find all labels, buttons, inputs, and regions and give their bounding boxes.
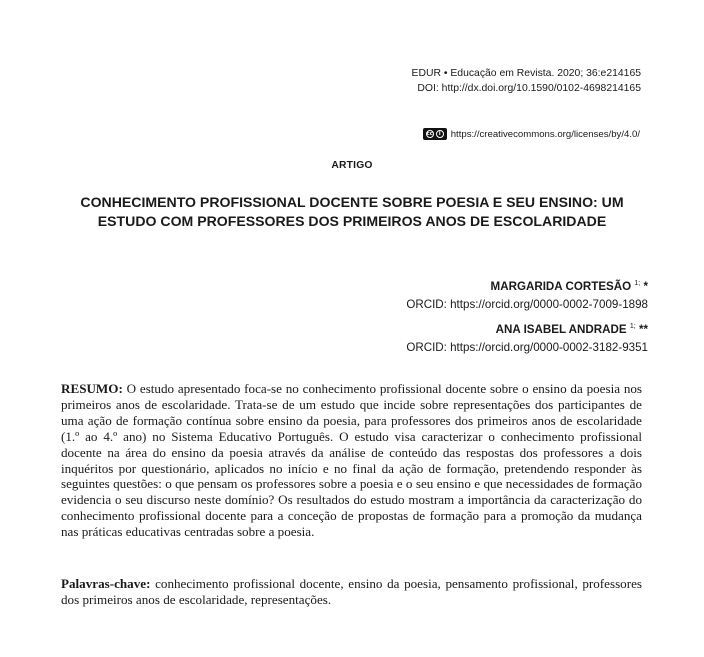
journal-citation: EDUR • Educação em Revista. 2020; 36:e214165	[411, 68, 641, 79]
author-note-marker: **	[638, 323, 648, 336]
affiliation-marker: 1;	[634, 280, 641, 287]
cc-by-icon[interactable]: cc i	[423, 128, 447, 140]
license-row	[423, 128, 640, 140]
affiliation-marker: 1;	[629, 323, 636, 330]
article-type-label: ARTIGO	[331, 160, 373, 171]
keywords-text: conhecimento profissional docente, ensino da poesia, pensamento profissional, professores dos primeiros anos de escolaridade, representações.	[61, 576, 642, 607]
keywords	[61, 576, 642, 608]
keywords-label: Palavras-chave:	[61, 576, 151, 591]
author-name: ANA ISABEL ANDRADE $^{1;}$ **	[495, 323, 648, 336]
doi-link[interactable]: DOI: http://dx.doi.org/10.1590/0102-4698214165	[417, 83, 641, 94]
orcid-link[interactable]: ORCID: https://orcid.org/0000-0002-3182-9351	[406, 341, 648, 354]
abstract	[61, 381, 642, 540]
abstract-label: RESUMO:	[61, 381, 123, 396]
orcid-link[interactable]: ORCID: https://orcid.org/0000-0002-7009-1898	[406, 298, 648, 311]
author-block	[406, 275, 648, 357]
article-title: CONHECIMENTO PROFISSIONAL DOCENTE SOBRE POESIA E SEU ENSINO: UM ESTUDO COM PROFESSORES DOS PRIMEIROS ANOS DE ESCOLARIDADE	[80, 194, 624, 229]
author-name: MARGARIDA CORTESÃO $^{1;}$ *	[490, 280, 648, 293]
abstract-text: O estudo apresentado foca-se no conhecimento profissional docente sobre o ensino da poesia nos primeiros anos de escolaridade. Trata-se de um estudo que incide sobre representações dos participantes de uma ação de formação contínua sobre ensino da poesia, para professores dos primeiros anos de escolaridade (1.º ao 4.º ano) no Sistema Educativo Português. O estudo visa caracterizar o conhecimento profissional docente na área do ensino da poesia através da análise de conteúdo das respostas dos professores a dois inquéritos por questionário, aplicados no início e no final da ação de formação, pretendendo responder às seguintes questões: o que pensam os professores sobre a poesia e o seu ensino e que necessidades de formação evidencia o seu discurso neste domínio? Os resultados do estudo mostram a importância da caracterização do conhecimento profissional docente para a conceção de propostas de formação para a promoção da mudança nas práticas educativas centradas sobre a poesia.	[61, 381, 643, 540]
author-note-marker: *	[643, 280, 648, 293]
journal-header	[412, 66, 641, 96]
license-link[interactable]: https://creativecommons.org/licenses/by/4.0/	[450, 128, 640, 140]
